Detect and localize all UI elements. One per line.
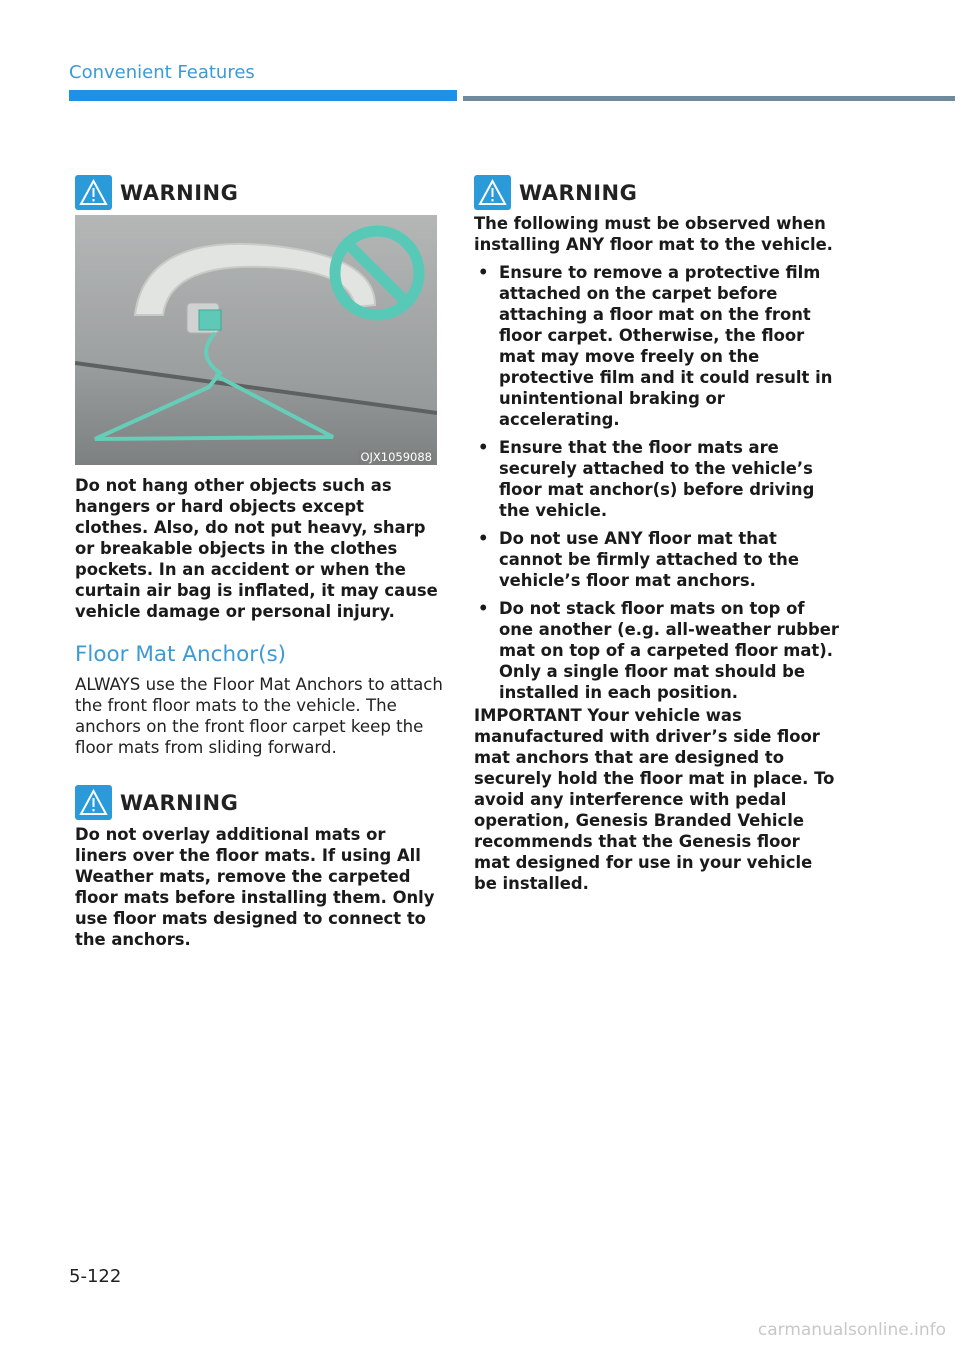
warning-label: WARNING — [120, 790, 239, 815]
warning-triangle-icon — [75, 175, 112, 210]
floor-mat-anchor-body: ALWAYS use the Floor Mat Anchors to attach the front floor mats to the vehicle. The anchors on the front floor carpet keep the floor mats from sliding forward. — [75, 675, 443, 757]
warning-bullet-list — [474, 262, 844, 710]
warning-heading-2 — [75, 785, 238, 820]
watermark: carmanualsonline.info — [757, 1320, 946, 1340]
header-rule-gray — [463, 96, 955, 101]
header-rule-accent — [69, 90, 457, 101]
coat-hook-hanger-photo — [75, 215, 437, 465]
section-heading-floor-mat-anchors: Floor Mat Anchor(s) — [75, 642, 287, 667]
list-item: • Ensure that the floor mats are securely attached to the vehicle’s floor mat anchor(s) before driving the vehicle. — [474, 437, 844, 521]
warning-text-2: Do not overlay additional mats or liners over the floor mats. If using All Weather mats, remove the carpeted floor mats before installing them. Only use floor mats designed to connect to the anchors. — [75, 825, 435, 949]
warning-text-1: Do not hang other objects such as hangers or hard objects except clothes. Also, do not put heavy, sharp or breakable objects in the clothes pockets. In an accident or when the curtain air bag is inflated, it may cause vehicle damage or personal injury. — [75, 476, 438, 621]
important-note: IMPORTANT Your vehicle was manufactured with driver’s side floor mat anchors that are designed to securely hold the floor mat in place. To avoid any interference with pedal operation, Genesis Branded Vehicle recommends that the Genesis floor mat designed for use in your vehicle be installed. — [474, 706, 835, 893]
warning-triangle-icon — [75, 785, 112, 820]
page-number: 5-122 — [69, 1266, 122, 1287]
list-item: • Do not use ANY floor mat that cannot be firmly attached to the vehicle’s floor mat anchors. — [474, 528, 844, 591]
section-header-title: Convenient Features — [69, 62, 255, 83]
warning-label: WARNING — [519, 180, 638, 205]
warning-triangle-icon — [474, 175, 511, 210]
image-code: OJX1059088 — [360, 450, 432, 464]
list-item: • Ensure to remove a protective film attached on the carpet before attaching a floor mat on the front floor carpet. Otherwise, the floor mat may move freely on the protective film and it could result in unintentional braking or accelerating. — [474, 262, 844, 430]
warning-intro: The following must be observed when installing ANY floor mat to the vehicle. — [474, 214, 833, 254]
warning-heading-1 — [75, 175, 238, 210]
warning-label: WARNING — [120, 180, 239, 205]
warning-heading-3 — [474, 175, 637, 210]
list-item: • Do not stack floor mats on top of one another (e.g. all-weather rubber mat on top of a carpeted floor mat). Only a single floor mat should be installed in each position. — [474, 598, 844, 703]
